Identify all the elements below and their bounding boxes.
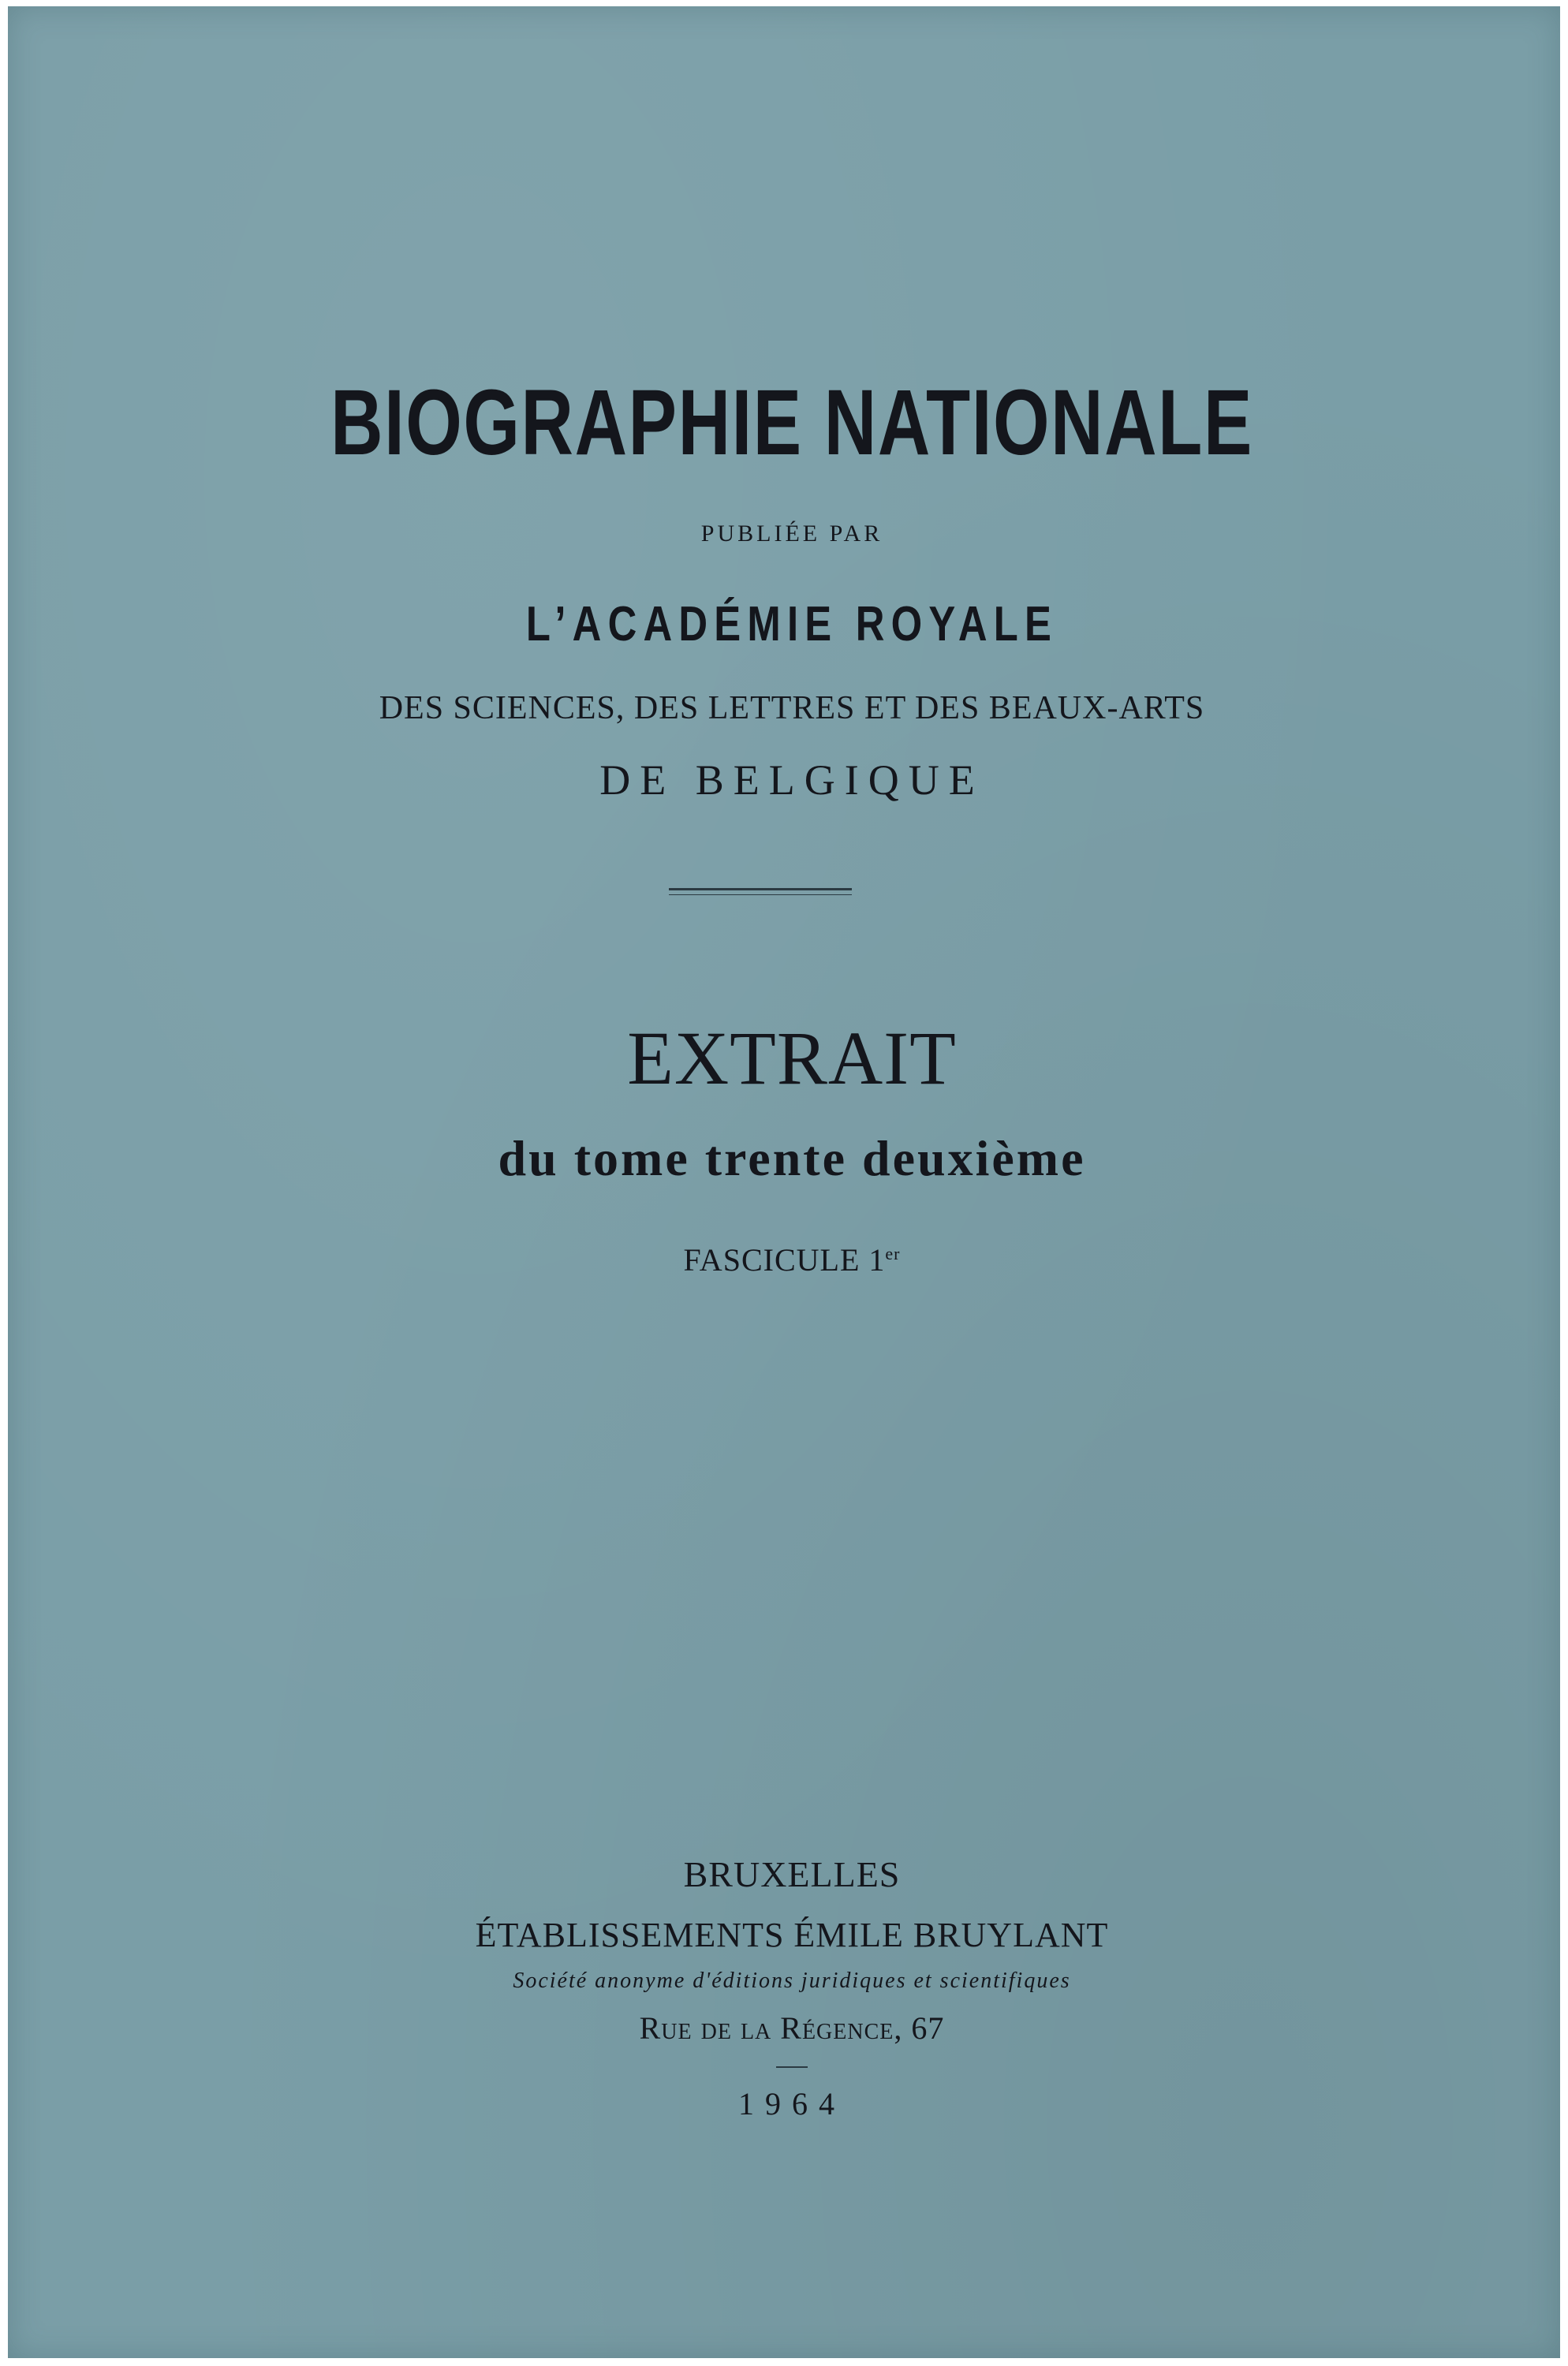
divider-rule (669, 888, 852, 890)
country-name: DE BELGIQUE (599, 756, 984, 804)
book-cover (8, 6, 1560, 2358)
fascicle-line (8, 1241, 1568, 1278)
academy-name: L’ACADÉMIE ROYALE (525, 597, 1058, 651)
publisher-description: Société anonyme d'éditions juridiques et scientifiques (513, 1969, 1071, 1993)
extract-heading: EXTRAIT (627, 1016, 957, 1100)
fascicle-ordinal: er (885, 1244, 901, 1263)
publisher-city: BRUXELLES (683, 1854, 901, 1894)
publication-year: 1964 (738, 2086, 846, 2122)
year-dash (776, 2066, 808, 2068)
published-by-label: PUBLIÉE PAR (700, 521, 883, 547)
cover-title: BIOGRAPHIE NATIONALE (330, 371, 1253, 475)
fascicle-label: FASCICULE 1 (683, 1242, 886, 1278)
divider-rule-thin (669, 894, 852, 895)
publisher-address: Rue de la Régence, 67 (639, 2010, 945, 2046)
volume-line: du tome trente deuxième (498, 1130, 1086, 1186)
academy-subtitle: DES SCIENCES, DES LETTRES ET DES BEAUX-ARTS (379, 690, 1205, 726)
publisher-name: ÉTABLISSEMENTS ÉMILE BRUYLANT (475, 1916, 1109, 1954)
